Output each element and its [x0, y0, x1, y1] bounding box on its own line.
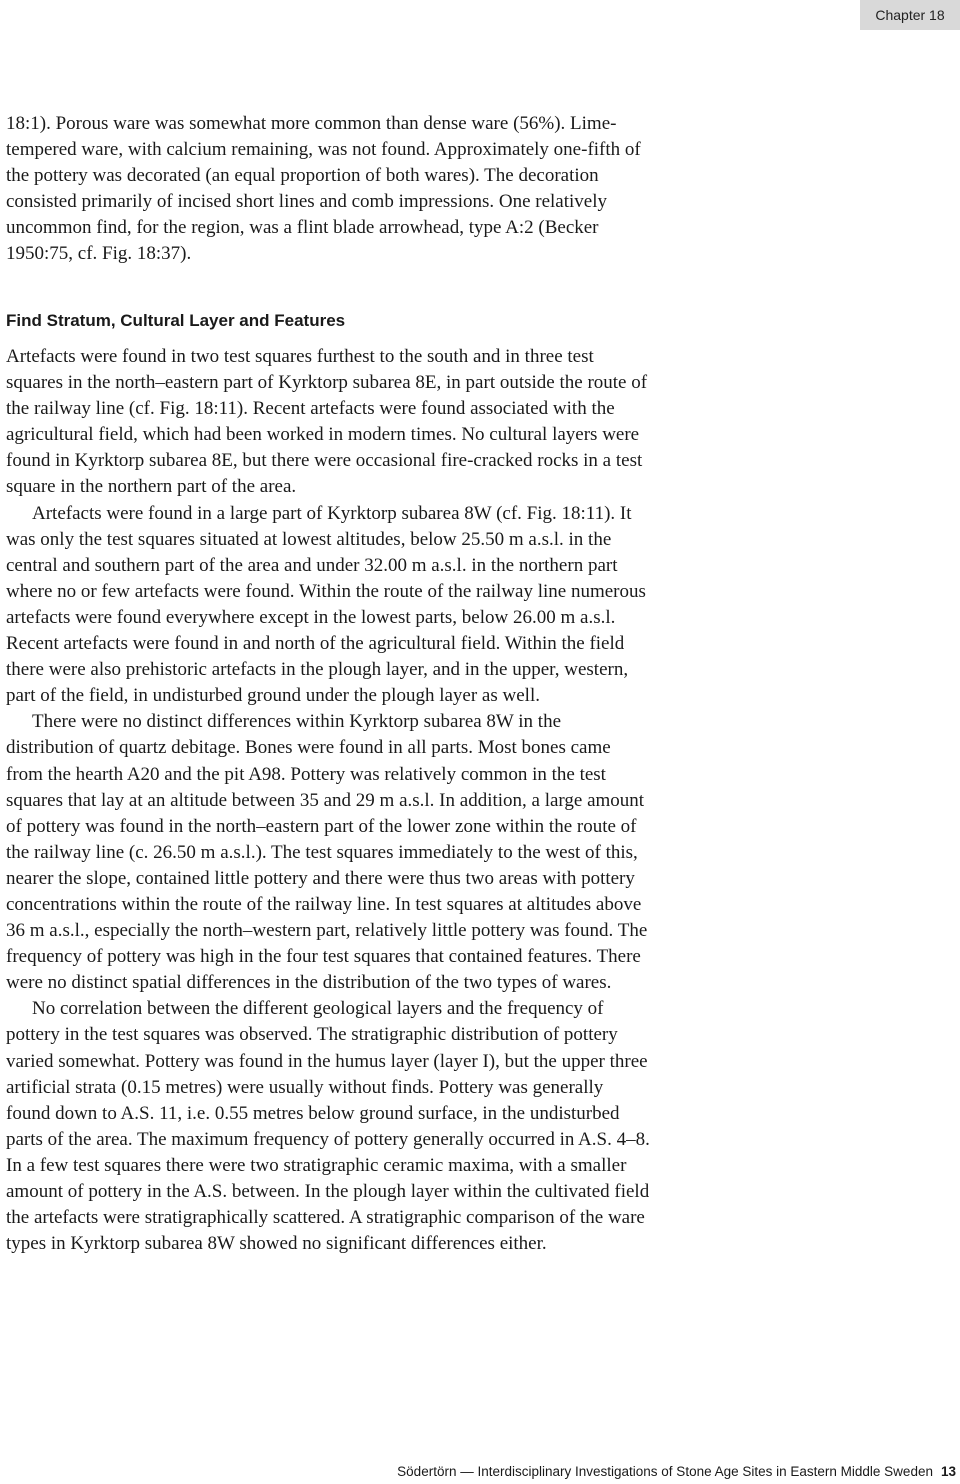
section-paragraph: No correlation between the different geological layers and the frequency of pottery in the test squares was observed. The stratigraphic distribution of pottery varied somewhat. Pottery was found in the humus layer (layer I), but the upper three artificial strata (0.15 metres) were usually without finds. Pottery was generally found down to A.S. 11, i.e. 0.55 metres below ground surface, in the undisturbed parts of the area. The maximum frequency of pottery generally occurred in A.S. 4–8. In a few test squares there were two stratigraphic ceramic maxima, with a smaller amount of pottery in the A.S. between. In the plough layer within the cultivated field the artefacts were stratigraphically scattered. A stratigraphic comparison of the ware types in Kyrktorp subarea 8W showed no significant differences either. — [6, 998, 650, 1255]
section-text-block — [6, 344, 652, 1257]
chapter-label: Chapter 18 — [875, 7, 945, 23]
section-paragraph: There were no distinct differences within Kyrktorp subarea 8W in the distribution of quartz debitage. Bones were found in all parts. Most bones came from the hearth A20 and the pit A98. Pottery was relatively common in the test squares that lay at an altitude between 35 and 29 m a.s.l. In addition, a large amount of pottery was found in the north–eastern part of the lower zone within the route of the railway line (c. 26.50 m a.s.l.). The test squares immediately to the west of this, nearer the slope, contained little pottery and there were thus two areas with pottery concentrations within the route of the railway line. In test squares at altitudes above 36 m a.s.l., especially the north–western part, relatively little pottery was found. The frequency of pottery was high in the four test squares that contained features. There were no distinct spatial differences in the distribution of the two types of wares. — [6, 711, 648, 994]
section-paragraph: Artefacts were found in two test squares furthest to the south and in three test squares in the north–eastern part of Kyrktorp subarea 8E, in part outside the route of the railway line (cf. Fig. 18:11). Recent artefacts were found associated with the agricultural field, which had been worked in modern times. No cultural layers were found in Kyrktorp subarea 8E, but there were occasional fire-cracked rocks in a test square in the northern part of the area. — [6, 346, 648, 498]
section-paragraph: Artefacts were found in a large part of Kyrktorp subarea 8W (cf. Fig. 18:11). It was only the test squares situated at lowest altitudes, below 25.50 m a.s.l. in the central and southern part of the area and under 32.00 m a.s.l. in the northern part where no or few artefacts were found. Within the route of the railway line numerous artefacts were found everywhere except in the lowest parts, below 26.00 m a.s.l. Recent artefacts were found in and north of the agricultural field. Within the field there were also prehistoric artefacts in the plough layer, and in the upper, western, part of the field, in undisturbed ground under the plough layer as well. — [6, 502, 646, 707]
footer-publication: Södertörn — Interdisciplinary Investigations of Stone Age Sites in Eastern Middle Sweden — [397, 1464, 933, 1479]
intro-text-block — [6, 111, 652, 268]
page-number: 13 — [940, 1464, 956, 1479]
section-heading: Find Stratum, Cultural Layer and Features — [6, 311, 346, 330]
intro-paragraph: 18:1). Porous ware was somewhat more common than dense ware (56%). Lime-tempered ware, with calcium remaining, was not found. Approximately one-fifth of the pottery was decorated (an equal proportion of both wares). The decoration consisted primarily of incised short lines and comb impressions. One relatively uncommon find, for the region, was a flint blade arrowhead, type A:2 (Becker 1950:75, cf. Fig. 18:37). — [6, 113, 641, 265]
chapter-tab — [860, 0, 960, 30]
page-footer — [300, 1463, 956, 1481]
